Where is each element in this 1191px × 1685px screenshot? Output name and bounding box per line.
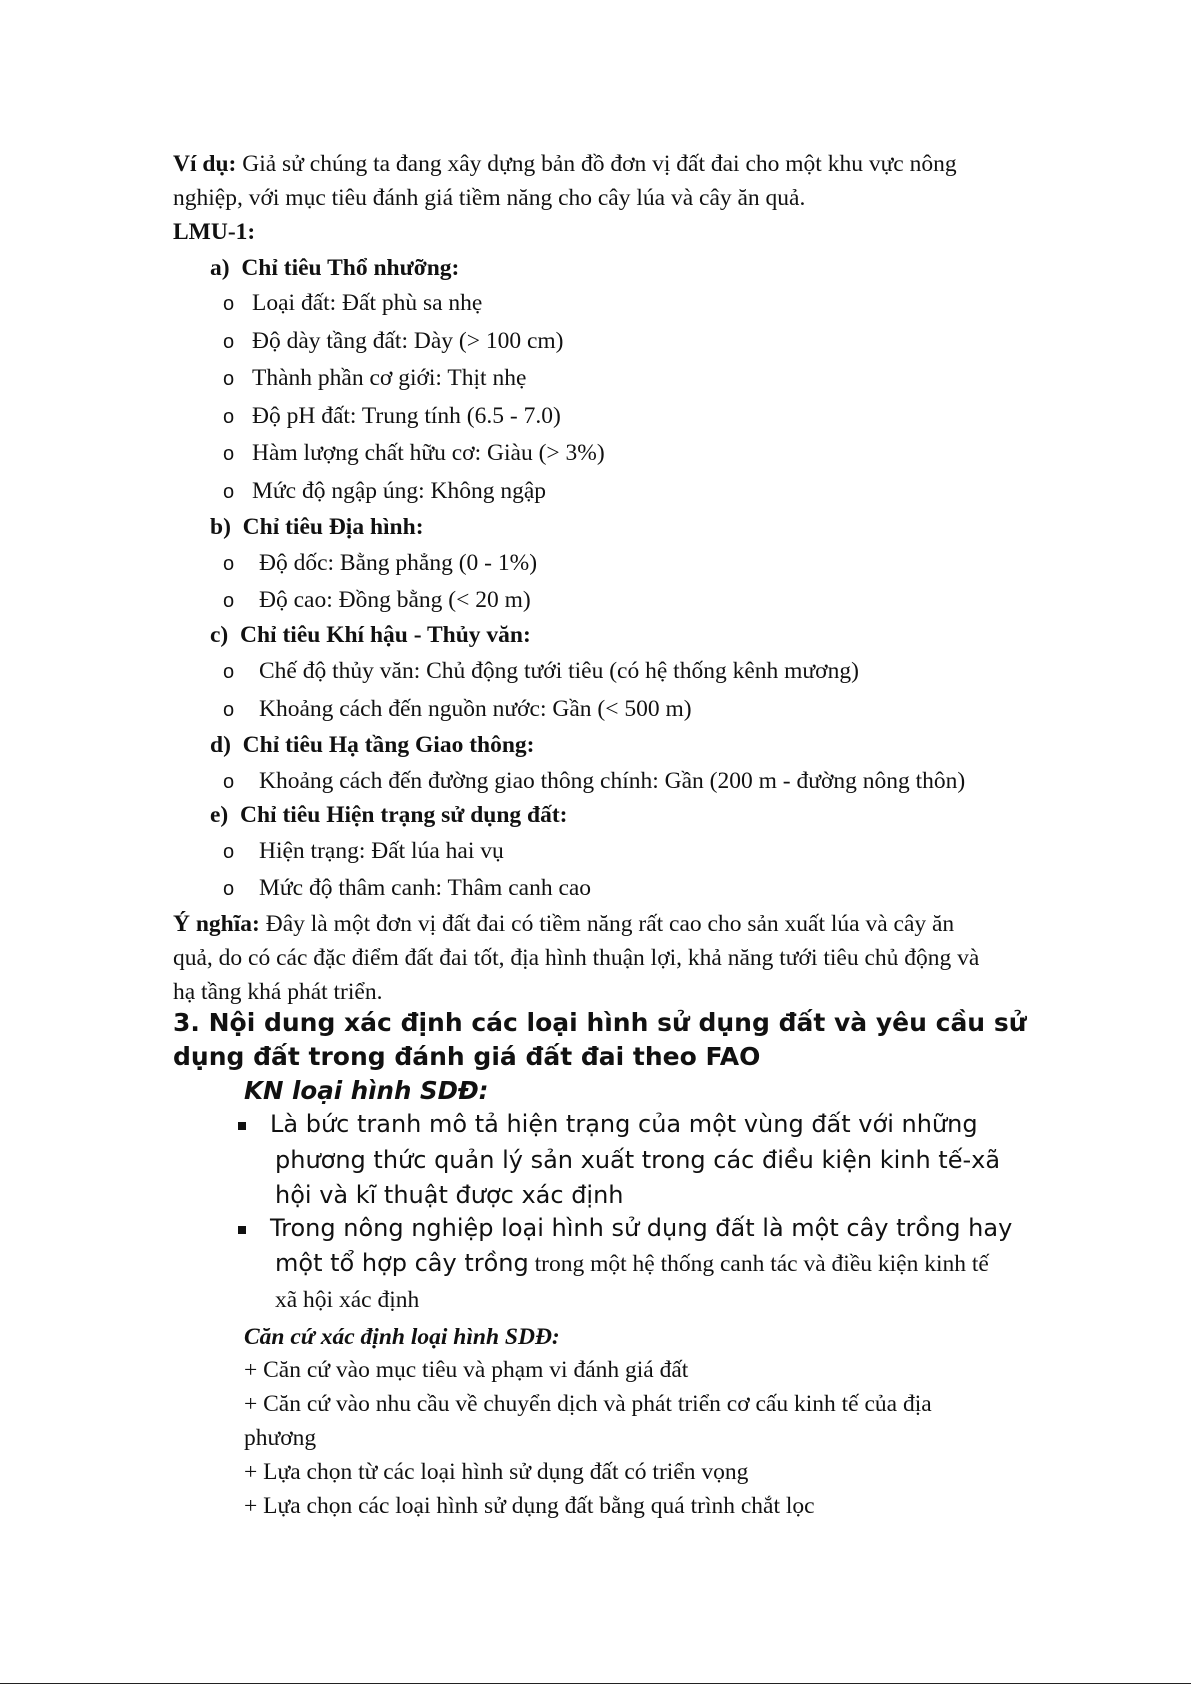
- list-item: Mức độ thâm canh: Thâm canh cao: [259, 875, 592, 901]
- section-c-heading: [210, 621, 531, 649]
- list-bullet: o: [223, 406, 235, 428]
- meaning-line-2: quả, do có các đặc điểm đất đai tốt, địa hình thuận lợi, khả năng tưới tiêu chủ động và: [173, 945, 980, 971]
- kn-bullet-2-line-2a: một tổ hợp cây trồng: [275, 1249, 529, 1277]
- section-c-marker: c): [210, 622, 229, 648]
- basis-item: + Căn cứ vào nhu cầu về chuyển dịch và phát triển cơ cấu kinh tế của địa: [244, 1391, 932, 1417]
- list-item: Khoảng cách đến nguồn nước: Gần (< 500 m): [259, 696, 692, 722]
- list-bullet: o: [223, 590, 235, 612]
- list-item: Chế độ thủy văn: Chủ động tưới tiêu (có hệ thống kênh mương): [259, 658, 859, 684]
- section-b-heading: [210, 513, 424, 541]
- section-c-title: Chỉ tiêu Khí hậu - Thủy văn:: [240, 622, 531, 648]
- section-e-marker: e): [210, 802, 229, 828]
- section-d-marker: d): [210, 732, 231, 758]
- list-bullet: o: [223, 293, 235, 315]
- list-bullet: o: [223, 661, 235, 683]
- kn-bullet-1-line-2: phương thức quản lý sản xuất trong các điều kiện kinh tế-xã: [275, 1146, 1001, 1174]
- list-item: Hiện trạng: Đất lúa hai vụ: [259, 838, 504, 864]
- kn-bullet-2-line-2b: trong một hệ thống canh tác và điều kiện kinh tế: [528, 1251, 989, 1277]
- list-item: Độ cao: Đồng bằng (< 20 m): [259, 587, 531, 613]
- page-bottom-rule: [0, 1683, 1191, 1684]
- kn-bullet-2-line-1: Trong nông nghiệp loại hình sử dụng đất là một cây trồng hay: [270, 1214, 1013, 1242]
- section-e-heading: [210, 801, 568, 829]
- section-b-marker: b): [210, 514, 231, 540]
- kn-bullet-1-line-1: Là bức tranh mô tả hiện trạng của một vùng đất với những: [270, 1110, 978, 1138]
- square-bullet-icon: [238, 1122, 246, 1130]
- meaning-label: Ý nghĩa:: [173, 911, 260, 937]
- section-e-title: Chỉ tiêu Hiện trạng sử dụng đất:: [240, 802, 568, 828]
- section-d-heading: [210, 731, 534, 759]
- section-b-title: Chỉ tiêu Địa hình:: [242, 514, 424, 540]
- list-item: Mức độ ngập úng: Không ngập: [252, 478, 547, 504]
- section-3-heading-line-2: dụng đất trong đánh giá đất đai theo FAO: [173, 1042, 761, 1071]
- basis-item: + Căn cứ vào mục tiêu và phạm vi đánh giá đất: [244, 1357, 689, 1383]
- list-item: Độ pH đất: Trung tính (6.5 - 7.0): [252, 403, 561, 429]
- kn-bullet-2-line-3: xã hội xác định: [275, 1287, 420, 1313]
- list-item: Loại đất: Đất phù sa nhẹ: [252, 290, 483, 316]
- list-bullet: o: [223, 878, 235, 900]
- list-bullet: o: [223, 443, 235, 465]
- section-a-title: Chỉ tiêu Thổ nhưỡng:: [241, 255, 460, 281]
- list-bullet: o: [223, 699, 235, 721]
- list-bullet: o: [223, 331, 235, 353]
- list-item: Khoảng cách đến đường giao thông chính: Gần (200 m - đường nông thôn): [259, 768, 966, 794]
- intro-line-1: [173, 150, 957, 178]
- list-bullet: o: [223, 841, 235, 863]
- basis-item: + Lựa chọn các loại hình sử dụng đất bằng quá trình chắt lọc: [244, 1493, 815, 1519]
- intro-text-1: Giả sử chúng ta đang xây dựng bản đồ đơn vị đất đai cho một khu vực nông: [236, 151, 957, 177]
- lmu-title: LMU-1:: [173, 219, 256, 245]
- list-item: Độ dốc: Bằng phẳng (0 - 1%): [259, 550, 538, 576]
- list-item: Hàm lượng chất hữu cơ: Giàu (> 3%): [252, 440, 605, 466]
- list-item: Độ dày tầng đất: Dày (> 100 cm): [252, 328, 564, 354]
- section-a-heading: [210, 254, 459, 282]
- list-bullet: o: [223, 771, 235, 793]
- meaning-text-1: Đây là một đơn vị đất đai có tiềm năng rất cao cho sản xuất lúa và cây ăn: [259, 911, 955, 937]
- list-bullet: o: [223, 368, 235, 390]
- intro-label: Ví dụ:: [173, 151, 237, 177]
- intro-line-2: nghiệp, với mục tiêu đánh giá tiềm năng cho cây lúa và cây ăn quả.: [173, 185, 806, 211]
- kn-title: KN loại hình SDĐ:: [244, 1076, 489, 1105]
- list-item: Thành phần cơ giới: Thịt nhẹ: [252, 365, 527, 391]
- list-bullet: o: [223, 481, 235, 503]
- basis-item-continued: phương: [244, 1425, 317, 1451]
- list-bullet: o: [223, 553, 235, 575]
- section-3-heading-line-1: 3. Nội dung xác định các loại hình sử dụng đất và yêu cầu sử: [173, 1008, 1027, 1037]
- kn-bullet-1-line-3: hội và kĩ thuật được xác định: [275, 1181, 624, 1209]
- kn-bullet-2-line-2: [275, 1249, 989, 1278]
- section-a-marker: a): [210, 255, 230, 281]
- basis-item: + Lựa chọn từ các loại hình sử dụng đất có triển vọng: [244, 1459, 749, 1485]
- meaning-line-1: [173, 910, 954, 938]
- basis-title: Căn cứ xác định loại hình SDĐ:: [244, 1324, 560, 1350]
- meaning-line-3: hạ tầng khá phát triển.: [173, 979, 383, 1005]
- square-bullet-icon: [238, 1226, 246, 1234]
- section-d-title: Chỉ tiêu Hạ tầng Giao thông:: [242, 732, 535, 758]
